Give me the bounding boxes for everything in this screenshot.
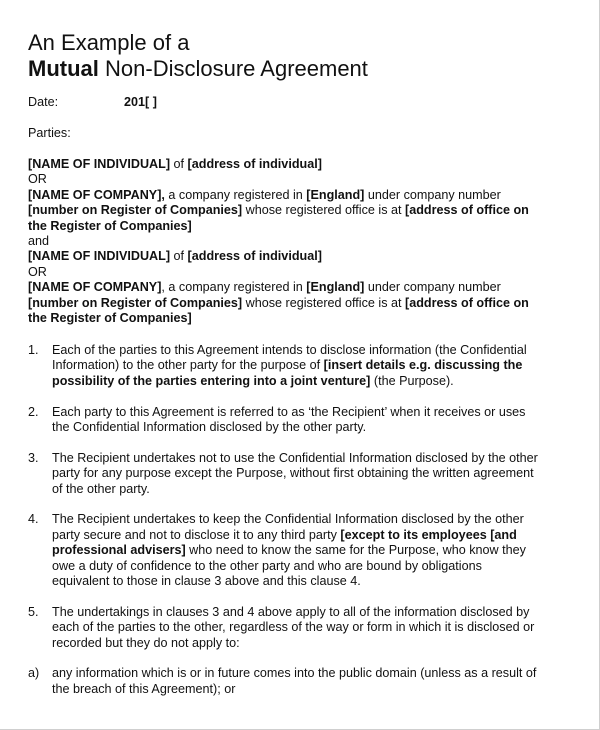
date-value: 201[ ] (124, 95, 157, 109)
clause-placeholder: possibility of the parties entering into a joint venture] (52, 373, 371, 388)
party2-or: OR (28, 264, 47, 279)
document-title (28, 30, 368, 82)
party1-or: OR (28, 172, 47, 187)
clause-fragment: party secure and not to disclose it to any third party (52, 527, 341, 542)
party2-number-line (28, 296, 573, 311)
party1-office-a: [address of office on (405, 203, 529, 218)
clause-text (52, 343, 576, 389)
clause-number: 2. (28, 404, 39, 419)
party1-company: [NAME OF COMPANY], (28, 187, 165, 202)
clause-line: any information which is or in future comes into the public domain (unless as a result of (52, 666, 537, 681)
clause-text (52, 451, 576, 497)
clause-placeholder: [except to its employees [and (340, 527, 517, 542)
clause-placeholder: professional advisers] (52, 543, 186, 558)
party1-number-line (28, 203, 573, 218)
party1-country: [England] (306, 187, 365, 202)
clause-2 (28, 405, 576, 436)
clause-3 (28, 451, 576, 497)
party2-individual-line (28, 249, 573, 264)
clause-number: 5. (28, 604, 39, 619)
clause-fragment: (the Purpose). (370, 373, 454, 388)
clause-text (52, 605, 576, 651)
party2-number: [number on Register of Companies] (28, 295, 243, 310)
party2-country: [England] (306, 280, 365, 295)
title-rest: Non-Disclosure Agreement (98, 56, 368, 81)
clause-line: the breach of this Agreement); or (52, 681, 236, 696)
clause-fragment: Information) to the other party for the purpose of (52, 358, 324, 373)
clause-line: The Recipient undertakes not to use the Confidential Information disclosed by the other (52, 450, 538, 465)
clause-line: The undertakings in clauses 3 and 4 above apply to all of the information disclosed by (52, 604, 530, 619)
clause-4 (28, 512, 576, 589)
clause-number: 1. (28, 343, 39, 357)
clause-line: The Recipient undertakes to keep the Confidential Information disclosed by the other (52, 512, 524, 527)
party2-office-b: the Register of Companies] (28, 311, 192, 326)
clause-line: Each of the parties to this Agreement intends to disclose information (the Confidential (52, 343, 527, 357)
clause-line (52, 528, 576, 543)
clause-line: of the other party. (52, 481, 150, 496)
clause-line: the Confidential Information disclosed by the other party. (52, 420, 367, 435)
party1-individual-line (28, 157, 573, 172)
parties-block (28, 157, 573, 326)
party1-address: [address of individual] (187, 157, 322, 171)
clause-line: party for any purpose except the Purpose, without first obtaining the written agreement (52, 466, 534, 481)
party2-name: [NAME OF INDIVIDUAL] (28, 249, 171, 264)
clause-line: recorded but they do not apply to: (52, 635, 240, 650)
party2-company-line (28, 280, 573, 295)
clause-text (52, 405, 576, 436)
parties-label: Parties: (28, 126, 71, 140)
clause-line: owe a duty of confidence to the other party and who are bound by obligations (52, 558, 482, 573)
clause-line (52, 374, 576, 389)
clause-number: 4. (28, 512, 39, 527)
party1-under-number: under company number (364, 187, 501, 202)
clause-number: 3. (28, 450, 39, 465)
party2-registered-in: , a company registered in (161, 280, 307, 295)
clause-5-a (28, 666, 576, 697)
and-label: and (28, 234, 50, 249)
party2-address: [address of individual] (187, 249, 322, 264)
party1-registered-in: a company registered in (164, 187, 307, 202)
party2-whose-office: whose registered office is at (242, 295, 405, 310)
party1-company-line (28, 188, 573, 203)
clause-line: equivalent to those in clause 3 above and this clause 4. (52, 574, 361, 589)
clause-5 (28, 605, 576, 651)
clauses-list (28, 343, 576, 713)
clause-number: a) (28, 666, 40, 681)
party2-office-a: [address of office on (405, 295, 529, 310)
party1-name: [NAME OF INDIVIDUAL] (28, 157, 171, 171)
clause-line: Each party to this Agreement is referred to as ‘the Recipient’ when it receives or uses (52, 404, 526, 419)
clause-line: each of the parties to the other, regardless of the way or form in which it is disclosed or (52, 620, 535, 635)
date-label: Date: (28, 95, 59, 109)
clause-fragment: who need to know the same for the Purpose, who know they (185, 543, 526, 558)
clause-text (52, 512, 576, 589)
party1-office-b: the Register of Companies] (28, 218, 192, 233)
title-emphasis: Mutual (28, 56, 99, 81)
clause-1 (28, 343, 576, 389)
party2-company: [NAME OF COMPANY] (28, 280, 162, 295)
title-line-1: An Example of a (28, 30, 190, 55)
clause-line (52, 543, 576, 558)
party1-of: of (170, 157, 188, 171)
party2-of: of (170, 249, 188, 264)
party1-whose-office: whose registered office is at (242, 203, 405, 218)
date-row (28, 95, 157, 110)
clause-line (52, 358, 576, 373)
title-line-2 (28, 56, 368, 82)
party1-number: [number on Register of Companies] (28, 203, 243, 218)
clause-placeholder: [insert details e.g. discussing the (323, 358, 523, 373)
party2-under-number: under company number (364, 280, 501, 295)
clause-text (52, 666, 576, 697)
